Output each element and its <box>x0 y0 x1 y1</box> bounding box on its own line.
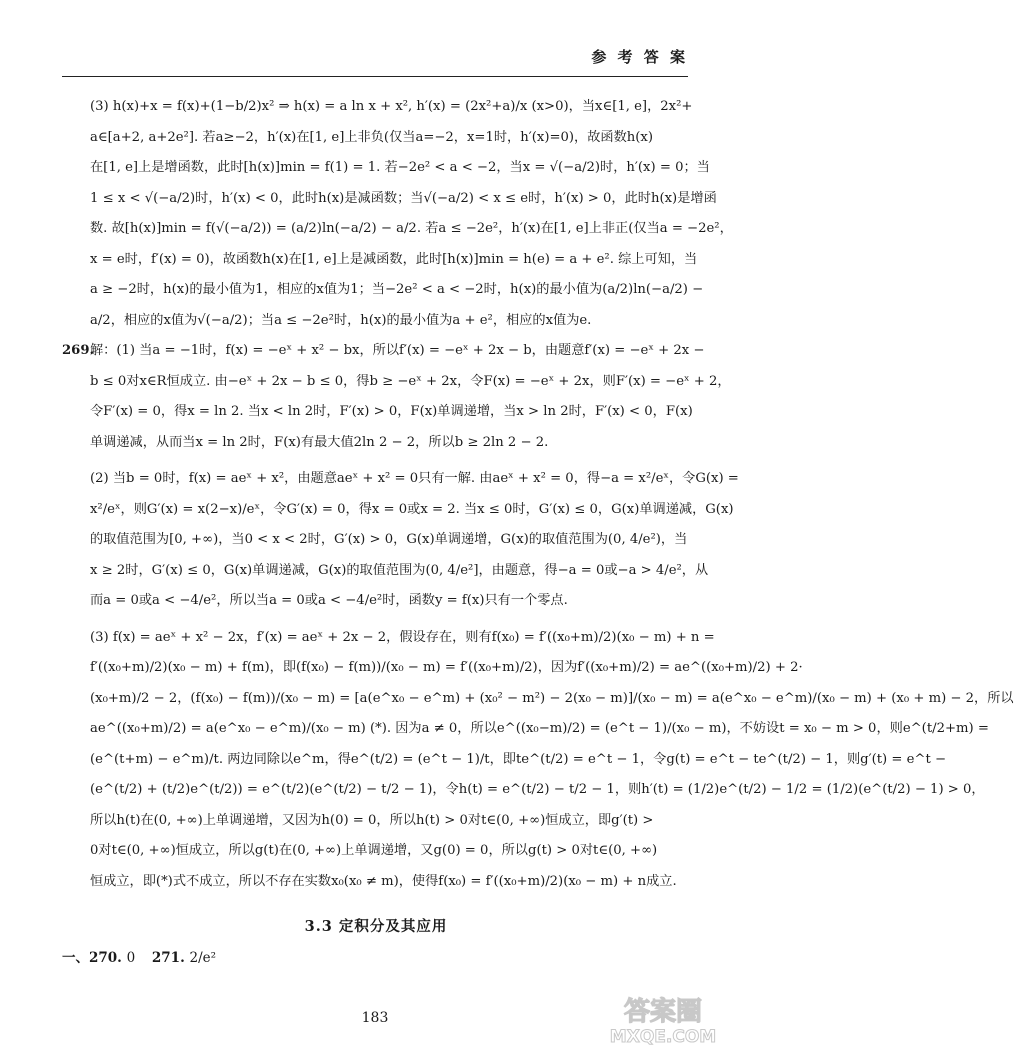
problem-269 <box>62 336 1014 897</box>
text-line: ae^((x₀+m)/2) = a(e^x₀ − e^m)/(x₀ − m) (*). 因为a ≠ 0，所以e^((x₀−m)/2) = (e^t − 1)/(x₀ − m)，不妨设t = x₀ − m > 0，则e^(t/2+m) = <box>90 721 989 736</box>
text-line: a ≥ −2时，h(x)的最小值为1，相应的x值为1；当−2e² < a < −2时，h(x)的最小值为(a/2)ln(−a/2) − <box>90 282 704 297</box>
watermark-text: 答案圈 <box>623 997 703 1027</box>
text-line: (3) f(x) = aeˣ + x² − 2x，f′(x) = aeˣ + 2x − 2，假设存在，则有f(x₀) = f′((x₀+m)/2)(x₀ − m) + n = <box>90 629 715 645</box>
text-line: (e^(t/2) + (t/2)e^(t/2)) = e^(t/2)(e^(t/2) − t/2 − 1)，令h(t) = e^(t/2) − t/2 − 1，则h′(t) = (1/2)e^(t/2) − 1/2 = (1/2)(e^(t/2) − 1) > 0， <box>90 782 985 797</box>
page-number: 183 <box>361 1010 389 1026</box>
page-header: 参 考 答 案 <box>591 48 688 66</box>
text-line: 所以h(t)在(0, +∞)上单调递增，又因为h(0) = 0，所以h(t) > 0对t∈(0, +∞)恒成立，即g′(t) > <box>90 812 654 828</box>
text-line: 的取值范围为[0, +∞)，当0 < x < 2时，G′(x) > 0，G(x)单调递增，G(x)的取值范围为(0, 4/e²)，当 <box>90 532 688 547</box>
watermark-url: MXQE.COM <box>609 1027 717 1047</box>
text-line: (3) h(x)+x = f(x)+(1−b/2)x² ⇒ h(x) = a ln x + x², h′(x) = (2x²+a)/x (x>0)，当x∈[1, e]，2x²+ <box>90 99 693 114</box>
answer-number: 271. <box>151 950 185 966</box>
problem-number: 269. <box>62 343 95 358</box>
text-line <box>62 336 705 367</box>
answer-value: 2/e² <box>189 950 217 966</box>
text-line: x²/eˣ，则G′(x) = x(2−x)/eˣ，令G′(x) = 0，得x = 0或x = 2. 当x ≤ 0时，G′(x) ≤ 0，G(x)单调递减，G(x) <box>90 501 734 517</box>
text-line: 在[1, e]上是增函数，此时[h(x)]min = f(1) = 1. 若−2e² < a < −2，当x = √(−a/2)时，h′(x) = 0；当 <box>90 160 710 175</box>
text-line: 恒成立，即(*)式不成立，所以不存在实数x₀(x₀ ≠ m)，使得f(x₀) = f′((x₀+m)/2)(x₀ − m) + n成立. <box>90 873 677 889</box>
text-line: 数. 故[h(x)]min = f(√(−a/2)) = (a/2)ln(−a/2) − a/2. 若a ≤ −2e²，h′(x)在[1, e]上非正(仅当a = −2e²， <box>90 221 733 236</box>
section-title: 3.3 定积分及其应用 <box>304 918 448 935</box>
text-line: x ≥ 2时，G′(x) ≤ 0，G(x)单调递减，G(x)的取值范围为(0, 4/e²]，由题意，得−a = 0或−a > 4/e²，从 <box>90 562 709 578</box>
watermark-logo <box>588 990 738 1048</box>
answer-list <box>62 946 690 966</box>
text-line: 1 ≤ x < √(−a/2)时，h′(x) < 0，此时h(x)是减函数；当√(−a/2) < x ≤ e时，h′(x) > 0，此时h(x)是增函 <box>90 190 717 206</box>
text-line: 单调递减，从而当x = ln 2时，F(x)有最大值2ln 2 − 2，所以b ≥ 2ln 2 − 2. <box>90 434 549 450</box>
text-line: a/2，相应的x值为√(−a/2)；当a ≤ −2e²时，h(x)的最小值为a + e²，相应的x值为e. <box>90 312 592 328</box>
page-content <box>62 92 1014 966</box>
answer-value: 0 <box>126 950 136 966</box>
text-line: (e^(t+m) − e^m)/t. 两边同除以e^m，得e^(t/2) = (e^t − 1)/t，即te^(t/2) = e^t − 1，令g(t) = e^t − te^(t/2) − 1，则g′(t) = e^t − <box>90 751 947 767</box>
text-line: f′((x₀+m)/2)(x₀ − m) + f(m)，即(f(x₀) − f(m))/(x₀ − m) = f′((x₀+m)/2)，因为f′((x₀+m)/2) = ae^((x₀+m)/2) + 2· <box>90 660 803 675</box>
text-line: 令F′(x) = 0，得x = ln 2. 当x < ln 2时，F′(x) > 0，F(x)单调递增，当x > ln 2时，F′(x) < 0，F(x) <box>90 404 693 419</box>
text-line: 0对t∈(0, +∞)恒成立，所以g(t)在(0, +∞)上单调递增，又g(0) = 0，所以g(t) > 0对t∈(0, +∞) <box>90 843 658 858</box>
problem-268-part-3 <box>62 92 733 336</box>
text-line: 而a = 0或a < −4/e²，所以当a = 0或a < −4/e²时，函数y = f(x)只有一个零点. <box>90 593 568 608</box>
text-line: b ≤ 0对x∈R恒成立. 由−eˣ + 2x − b ≤ 0，得b ≥ −eˣ + 2x，令F(x) = −eˣ + 2x，则F′(x) = −eˣ + 2， <box>90 373 731 389</box>
text-line: a∈[a+2, a+2e²]. 若a≥−2，h′(x)在[1, e]上非负(仅当a=−2，x=1时，h′(x)=0)，故函数h(x) <box>90 129 654 145</box>
text-span: 解：(1) 当a = −1时，f(x) = −eˣ + x² − bx，所以f′(x) = −eˣ + 2x − b，由题意f′(x) = −eˣ + 2x − <box>90 343 705 358</box>
answer-prefix: 一、 <box>62 950 89 966</box>
header-rule <box>62 76 688 77</box>
text-line: (x₀+m)/2 − 2，(f(x₀) − f(m))/(x₀ − m) = [a(e^x₀ − e^m) + (x₀² − m²) − 2(x₀ − m)]/(x₀ − m) = a(e^x₀ − e^m)/(x₀ − m) + (x₀ + m) − 2，所以 <box>90 690 1014 706</box>
text-line: x = e时，f′(x) = 0)，故函数h(x)在[1, e]上是减函数，此时[h(x)]min = h(e) = a + e². 综上可知，当 <box>90 251 698 267</box>
answer-number: 270. <box>89 950 122 966</box>
text-line: (2) 当b = 0时，f(x) = aeˣ + x²，由题意aeˣ + x² = 0只有一解. 由aeˣ + x² = 0，得−a = x²/eˣ，令G(x) = <box>90 471 739 486</box>
